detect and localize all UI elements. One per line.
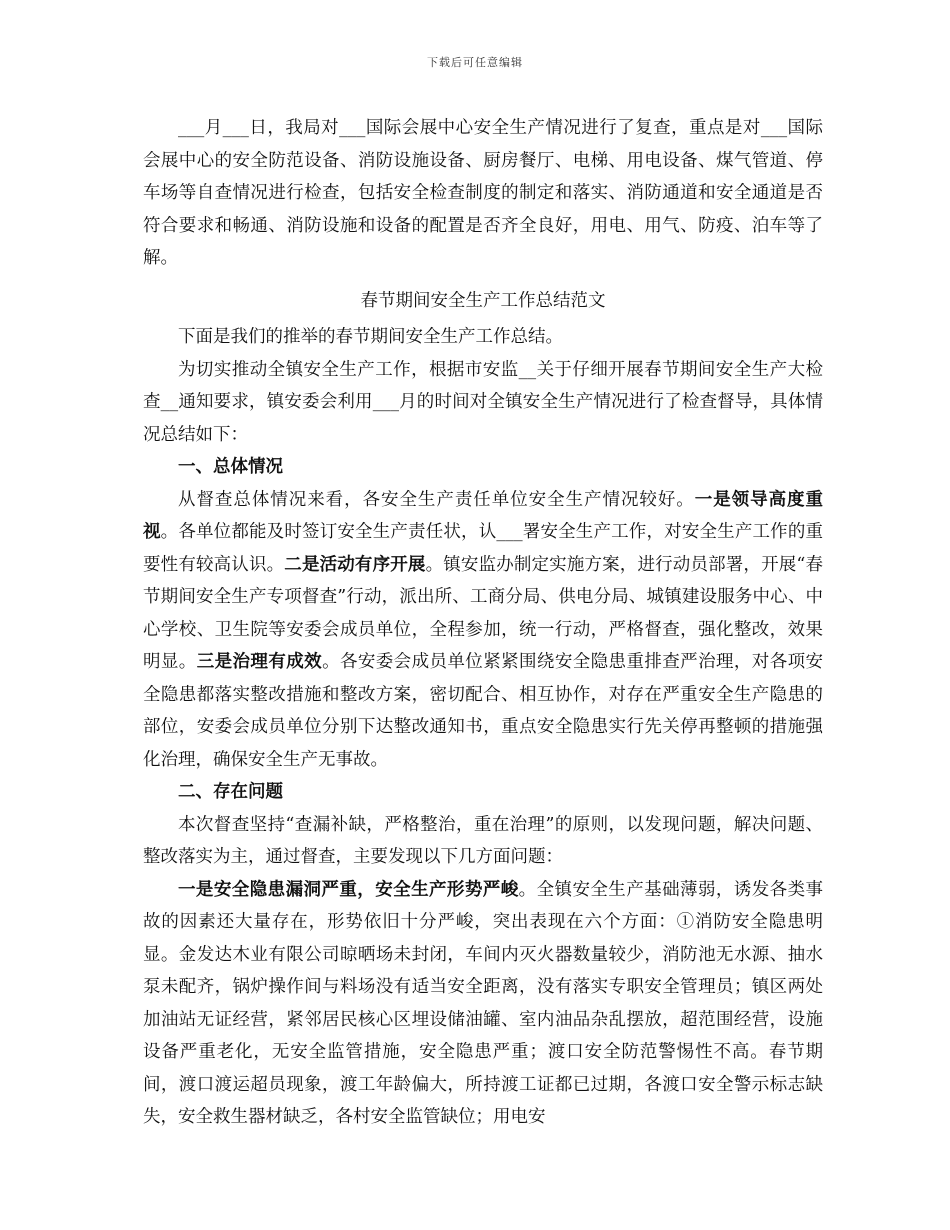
problems-bold-a: 一是安全隐患漏洞严重，安全生产形势严峻	[178, 879, 519, 900]
section-heading-problems: 二、存在问题	[178, 782, 283, 802]
overview-bold-c: 三是治理有成效	[196, 652, 323, 672]
overview-bold-a: 一是领导高度重视	[143, 489, 824, 542]
overview-text-b: 。各单位都能及时签订安全生产责任状，认___署安全生产工作，对安全生产工作的重要性有较高认识。	[143, 522, 824, 575]
overview-text-d: 。各安委会成员单位紧紧围绕安全隐患重排查严治理，对各项安全隐患都落实整改措施和整改方案，密切配合、相互协作，对存在严重安全生产隐患的部位，安委会成员单位分别下达整改通知书，重点安全隐患实行先关停再整顿的措施强化治理，确保安全生产无事故。	[143, 652, 824, 770]
problems-detail-paragraph	[143, 874, 823, 1134]
section-heading-overview: 一、总体情况	[178, 457, 283, 477]
opening-paragraph: 为切实推动全镇安全生产工作，根据市安监__关于仔细开展春节期间安全生产大检查__通知要求，镇安委会利用___月的时间对全镇安全生产情况进行了检查督导，具体情况总结如下：	[143, 359, 823, 445]
document-body	[143, 112, 823, 1134]
lead-paragraph: 下面是我们的推举的春节期间安全生产工作总结。	[178, 327, 563, 347]
problems-intro-paragraph: 本次督查坚持“查漏补缺，严格整治，重在治理”的原则，以发现问题，解决问题、整改落实为主，通过督查，主要发现以下几方面问题：	[143, 814, 823, 867]
overview-text-c: 。镇安监办制定实施方案，进行动员部署，开展“春节期间安全生产专项督查”行动，派出所、工商分局、供电分局、城镇建设服务中心、中心学校、卫生院等安委会成员单位，全程参加，统一行动，严格督查，强化整改，效果明显。	[143, 554, 824, 672]
overview-bold-b: 二是活动有序开展	[284, 554, 426, 575]
overview-text-a: 从督查总体情况来看，各安全生产责任单位安全生产情况较好。	[178, 489, 695, 510]
overview-paragraph	[143, 484, 823, 777]
document-title: 春节期间安全生产工作总结范文	[360, 290, 606, 311]
problems-text-b: 。全镇安全生产基础薄弱，诱发各类事故的因素还大量存在，形势依旧十分严峻，突出表现在六个方面：①消防安全隐患明显。金发达木业有限公司晾晒场未封闭，车间内灭火器数量较少，消防池无水源、抽水泵未配齐，锅炉操作间与料场没有适当安全距离，没有落实专职安全管理员；镇区两处加油站无证经营，紧邻居民核心区埋设储油罐、室内油品杂乱摆放，超范围经营，设施设备严重老化，无安全监管措施，安全隐患严重；渡口安全防范警惕性不高。春节期间，渡口渡运超员现象，渡工年龄偏大，所持渡工证都已过期，各渡口安全警示标志缺失，安全救生器材缺乏，各村安全监管缺位；用电安	[143, 879, 824, 1127]
page-header-note: 下载后可任意编辑	[427, 56, 523, 69]
intro-paragraph: ___月___日，我局对___国际会展中心安全生产情况进行了复查，重点是对___国际会展中心的安全防范设备、消防设施设备、厨房餐厅、电梯、用电设备、煤气管道、停车场等自查情况进行检查，包括安全检查制度的制定和落实、消防通道和安全通道是否符合要求和畅通、消防设施和设备的配置是否齐全良好，用电、用气、防疫、泊车等了解。	[143, 118, 823, 268]
